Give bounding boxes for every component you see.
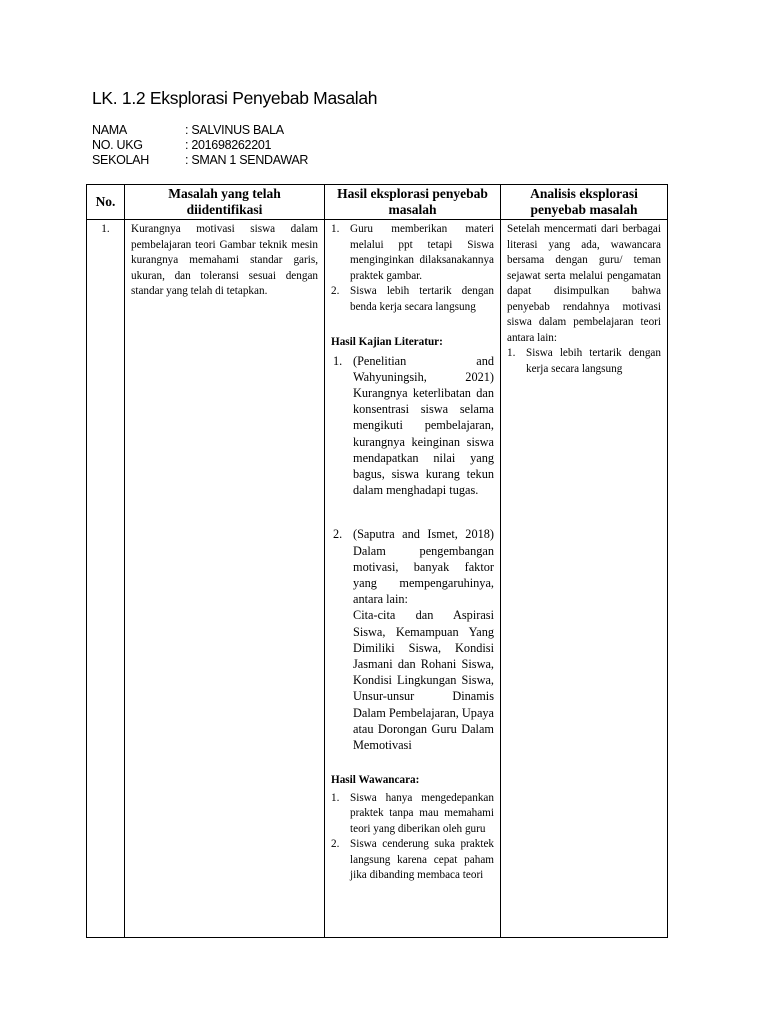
meta-key: NAMA (92, 123, 127, 137)
header-masalah: Masalah yang telah diidentifikasi (125, 185, 325, 220)
list-text-continuation: Cita-cita dan Aspirasi Siswa, Kemampuan Yang Dimiliki Siswa, Kondisi Jasmani dan Rohani Siswa, Kondisi Lingkungan Siswa, Unsur-unsur Dinamis Dalam Pembelajaran, Upaya atau Dorongan Guru Dalam Memotivasi (353, 608, 495, 752)
analisis-list (507, 346, 661, 377)
list-item (331, 353, 494, 499)
list-text: (Penelitian and Wahyuningsih, 2021) Kurangnya keterlibatan dan konsentrasi siswa selama mengikuti pembelajaran, kurangnya keinginan siswa mendapatkan nilai yang bagus, siswa kurang tekun dalam menghadapi tugas. (353, 353, 494, 498)
table-row (87, 220, 668, 938)
identity-block (92, 123, 308, 168)
list-number: 1. (333, 353, 343, 368)
list-text: Siswa cenderung suka praktek langsung karena cepat paham jika dibanding membaca teori (350, 838, 494, 882)
hasil-list (331, 222, 494, 315)
meta-row-no-ukg (92, 138, 308, 153)
list-number: 2. (331, 285, 340, 297)
list-number: 1. (331, 223, 340, 235)
list-item (331, 526, 494, 753)
kajian-list (331, 353, 494, 754)
list-item (331, 837, 494, 884)
list-number: 1. (507, 347, 516, 359)
list-text: Guru memberikan materi melalui ppt tetapi Siswa menginginkan dilaksanakannya praktek gambar. (350, 223, 494, 282)
list-number: 1. (331, 791, 340, 804)
spacer (331, 498, 494, 526)
kajian-heading: Hasil Kajian Literatur: (331, 336, 443, 348)
list-text: Siswa hanya mengedepankan praktek tanpa mau memahami teori yang diberikan oleh guru (350, 791, 494, 835)
meta-value: : SALVINUS BALA (185, 123, 284, 137)
meta-row-sekolah (92, 153, 308, 168)
wawancara-heading: Hasil Wawancara: (331, 774, 420, 787)
document-title: LK. 1.2 Eksplorasi Penyebab Masalah (92, 88, 378, 108)
exploration-table (86, 184, 668, 938)
header-no: No. (87, 185, 125, 220)
meta-key: SEKOLAH (92, 153, 149, 167)
list-text: (Saputra and Ismet, 2018) Dalam pengembangan motivasi, banyak faktor yang mempengaruhinya, antara lain: (353, 527, 494, 607)
meta-value: : SMAN 1 SENDAWAR (185, 153, 309, 167)
cell-hasil (325, 220, 501, 938)
list-text: Siswa lebih tertarik dengan kerja secara langsung (526, 347, 661, 375)
table-header-row (87, 185, 668, 220)
list-number: 2. (331, 838, 340, 851)
analisis-text: Setelah mencermati dari berbagai literasi yang ada, wawancara bersama dengan guru/ teman sejawat serta melalui pengamatan dapat disimpulkan bahwa penyebab rendahnya motivasi siswa dalam pembelajaran teori antara lain: (507, 223, 661, 344)
cell-analisis (501, 220, 668, 938)
cell-no: 1. (87, 220, 125, 938)
list-item (331, 791, 494, 838)
wawancara-list (331, 791, 494, 884)
header-analisis: Analisis eksplorasi penyebab masalah (501, 185, 668, 220)
list-item (331, 222, 494, 284)
meta-key: NO. UKG (92, 138, 143, 152)
list-item (331, 284, 494, 315)
meta-row-nama (92, 123, 308, 138)
list-text: Siswa lebih tertarik dengan benda kerja secara langsung (350, 285, 494, 313)
masalah-text: Kurangnya motivasi siswa dalam pembelajaran teori Gambar teknik mesin kurangnya memahami standar garis, ukuran, dan toleransi sesuai dengan standar yang telah di tetapkan. (131, 223, 318, 297)
list-number: 2. (333, 527, 343, 542)
cell-masalah (125, 220, 325, 938)
meta-value: : 201698262201 (185, 138, 272, 152)
list-item (507, 346, 661, 377)
header-hasil: Hasil eksplorasi penyebab masalah (325, 185, 501, 220)
